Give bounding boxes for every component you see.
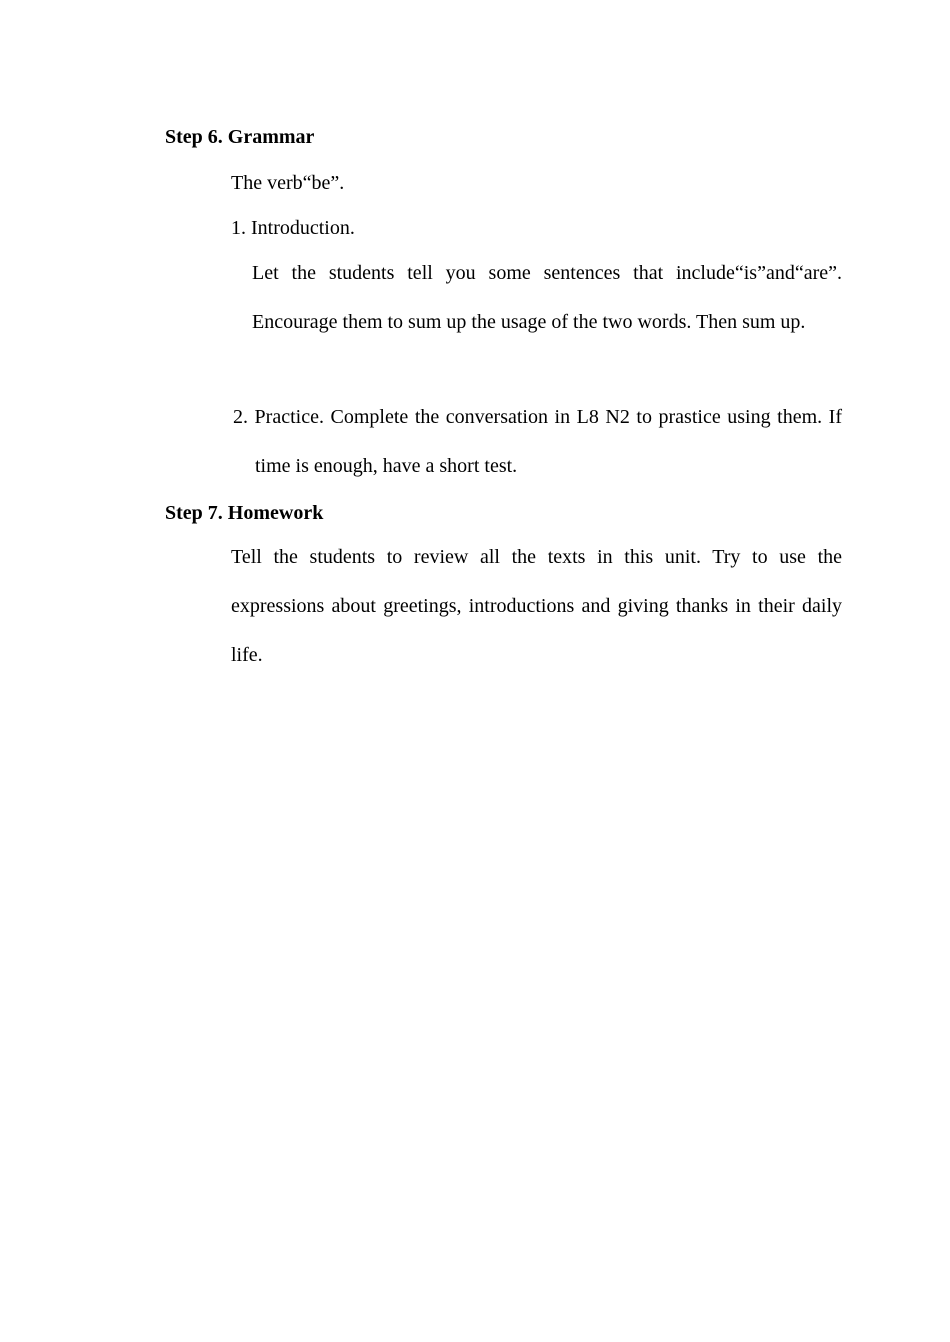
step7-heading: Step 7. Homework — [165, 502, 324, 524]
step6-item2-body: 2. Practice. Complete the conversation in L8 N2 to prastice using them. If time is enough, have a short test. — [233, 406, 842, 477]
step6-subtitle: The verb“be”. — [231, 172, 345, 194]
step6-item1-title: 1. Introduction. — [231, 217, 355, 239]
step6-item1-body: Let the students tell you some sentences that include“is”and“are”. Encourage them to sum up the usage of the two words. Then sum up. — [252, 262, 842, 333]
step7-body: Tell the students to review all the texts in this unit. Try to use the expressions about greetings, introductions and giving thanks in their daily life. — [231, 546, 842, 666]
step6-heading: Step 6. Grammar — [165, 126, 315, 148]
